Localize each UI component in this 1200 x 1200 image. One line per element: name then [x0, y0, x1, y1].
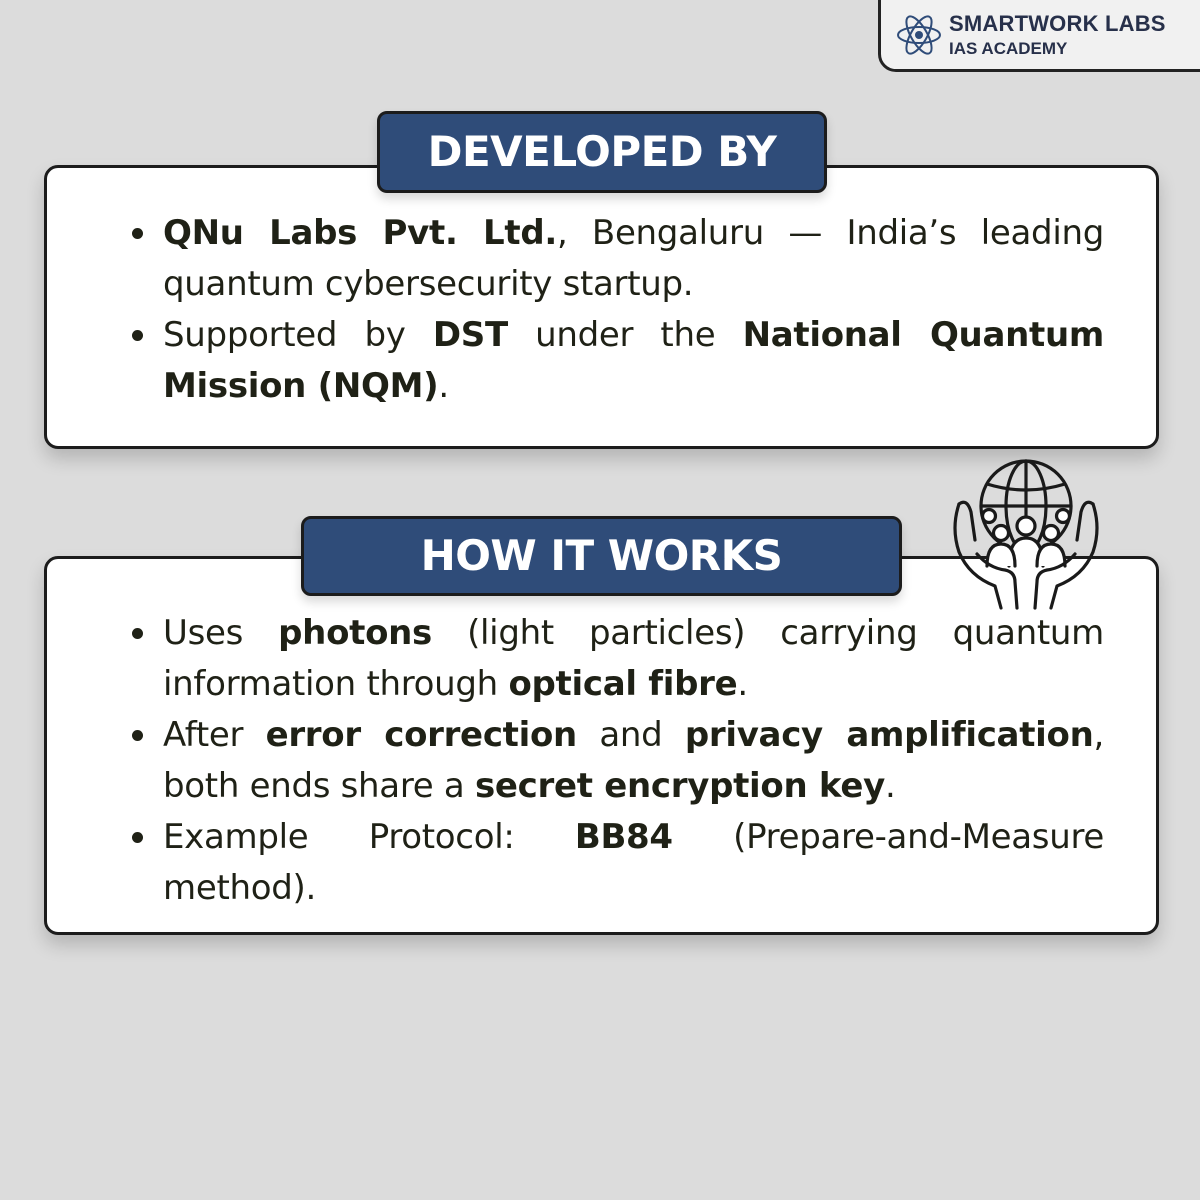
list-item [163, 812, 1104, 914]
item-text: Uses [163, 613, 279, 653]
how-it-works-list [118, 608, 1104, 914]
brand-name: SMARTWORK LABS [949, 11, 1166, 36]
item-bold: photons [278, 613, 432, 653]
item-text: , both ends share a [163, 715, 1104, 806]
developed-by-list [118, 208, 1104, 412]
list-item [163, 310, 1104, 412]
item-bold: error correction [265, 715, 577, 755]
brand-logo [878, 0, 1200, 72]
list-item [163, 208, 1104, 310]
item-bold: secret encryption key [474, 766, 885, 806]
how-it-works-heading: HOW IT WORKS [301, 516, 902, 596]
item-text: , Bengaluru — India’s leading quantum cybersecurity startup. [163, 213, 1105, 304]
item-bold: optical fibre [508, 664, 738, 704]
item-text: . [884, 766, 896, 806]
item-text: Example Protocol: [163, 817, 575, 857]
item-text: . [737, 664, 748, 704]
hands-holding-globe-people-icon [945, 458, 1107, 614]
list-item [163, 608, 1104, 710]
item-bold: National Quantum Mission (NQM) [163, 315, 1104, 406]
item-bold: BB84 [574, 817, 673, 857]
item-text: After [163, 715, 266, 755]
item-text: . [438, 366, 449, 406]
item-bold: DST [432, 315, 508, 355]
item-text: (light particles) carrying quantum information through [163, 613, 1104, 704]
company-name: QNu Labs Pvt. Ltd. [163, 213, 557, 253]
item-text: and [576, 715, 685, 755]
brand-subtitle: IAS ACADEMY [949, 39, 1068, 58]
item-text: (Prepare-and-Measure method). [163, 817, 1104, 908]
item-text: under the [507, 315, 743, 355]
item-text: Supported by [163, 315, 433, 355]
item-bold: privacy amplification [684, 715, 1094, 755]
atom-icon [895, 11, 943, 59]
developed-by-heading: DEVELOPED BY [377, 111, 827, 193]
list-item [163, 710, 1104, 812]
